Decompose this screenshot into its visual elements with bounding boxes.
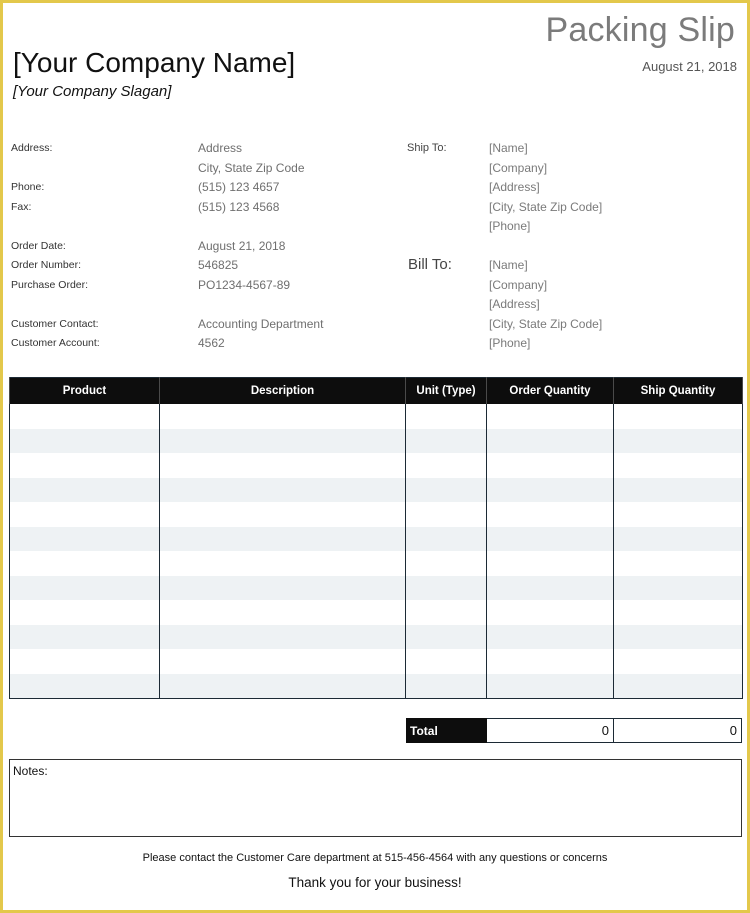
table-row bbox=[10, 600, 743, 625]
unit-cell[interactable] bbox=[406, 600, 487, 625]
ship-quantity-cell[interactable] bbox=[614, 551, 743, 576]
unit-cell[interactable] bbox=[406, 649, 487, 674]
total-ship-quantity: 0 bbox=[614, 718, 742, 743]
table-row bbox=[10, 674, 743, 699]
ship-quantity-column-header: Ship Quantity bbox=[614, 378, 743, 405]
notes-label: Notes: bbox=[13, 764, 48, 778]
notes-box[interactable] bbox=[9, 759, 742, 837]
description-cell[interactable] bbox=[160, 404, 406, 429]
bill-to-label: Bill To: bbox=[408, 256, 452, 273]
ship-to-name: [Name] bbox=[489, 141, 528, 155]
table-row bbox=[10, 502, 743, 527]
unit-cell[interactable] bbox=[406, 625, 487, 650]
ship-quantity-cell[interactable] bbox=[614, 600, 743, 625]
table-row bbox=[10, 478, 743, 503]
company-name: [Your Company Name] bbox=[13, 47, 296, 78]
unit-cell[interactable] bbox=[406, 404, 487, 429]
description-cell[interactable] bbox=[160, 625, 406, 650]
ship-quantity-cell[interactable] bbox=[614, 404, 743, 429]
order-quantity-cell[interactable] bbox=[487, 527, 614, 552]
customer-account-label: Customer Account: bbox=[11, 337, 100, 349]
address-line-1: Address bbox=[198, 141, 243, 155]
description-cell[interactable] bbox=[160, 453, 406, 478]
unit-cell[interactable] bbox=[406, 478, 487, 503]
purchase-order-label: Purchase Order: bbox=[11, 279, 89, 291]
table-row bbox=[10, 453, 743, 478]
product-column-header: Product bbox=[10, 378, 160, 405]
order-quantity-cell[interactable] bbox=[487, 478, 614, 503]
order-number-label: Order Number: bbox=[11, 259, 82, 271]
description-cell[interactable] bbox=[160, 527, 406, 552]
table-row bbox=[10, 551, 743, 576]
total-label: Total bbox=[406, 718, 487, 743]
product-cell[interactable] bbox=[10, 649, 160, 674]
table-row bbox=[10, 404, 743, 429]
customer-contact-value: Accounting Department bbox=[198, 317, 324, 331]
order-quantity-cell[interactable] bbox=[487, 429, 614, 454]
total-order-quantity: 0 bbox=[487, 718, 614, 743]
ship-quantity-cell[interactable] bbox=[614, 649, 743, 674]
fax-value: (515) 123 4568 bbox=[198, 200, 280, 214]
customer-account-value: 4562 bbox=[198, 336, 225, 350]
description-cell[interactable] bbox=[160, 478, 406, 503]
table-row bbox=[10, 649, 743, 674]
unit-cell[interactable] bbox=[406, 502, 487, 527]
product-cell[interactable] bbox=[10, 625, 160, 650]
product-cell[interactable] bbox=[10, 527, 160, 552]
order-quantity-cell[interactable] bbox=[487, 674, 614, 699]
product-cell[interactable] bbox=[10, 478, 160, 503]
unit-cell[interactable] bbox=[406, 576, 487, 601]
order-quantity-cell[interactable] bbox=[487, 404, 614, 429]
product-cell[interactable] bbox=[10, 600, 160, 625]
ship-quantity-cell[interactable] bbox=[614, 478, 743, 503]
order-quantity-cell[interactable] bbox=[487, 625, 614, 650]
unit-cell[interactable] bbox=[406, 674, 487, 699]
bill-to-city: [City, State Zip Code] bbox=[489, 317, 603, 331]
total-row bbox=[406, 718, 742, 743]
description-column-header: Description bbox=[160, 378, 406, 405]
bill-to-address: [Address] bbox=[489, 297, 540, 311]
bill-to-company: [Company] bbox=[489, 278, 548, 292]
table-row bbox=[10, 576, 743, 601]
unit-type-column-header: Unit (Type) bbox=[406, 378, 487, 405]
unit-cell[interactable] bbox=[406, 453, 487, 478]
description-cell[interactable] bbox=[160, 674, 406, 699]
product-cell[interactable] bbox=[10, 576, 160, 601]
order-date-value: August 21, 2018 bbox=[198, 239, 286, 253]
order-quantity-cell[interactable] bbox=[487, 600, 614, 625]
customer-contact-label: Customer Contact: bbox=[11, 318, 99, 330]
ship-to-company: [Company] bbox=[489, 161, 548, 175]
ship-quantity-cell[interactable] bbox=[614, 576, 743, 601]
bill-to-phone: [Phone] bbox=[489, 336, 531, 350]
table-header-row bbox=[10, 378, 743, 405]
description-cell[interactable] bbox=[160, 429, 406, 454]
ship-quantity-cell[interactable] bbox=[614, 674, 743, 699]
description-cell[interactable] bbox=[160, 551, 406, 576]
description-cell[interactable] bbox=[160, 576, 406, 601]
ship-quantity-cell[interactable] bbox=[614, 502, 743, 527]
address-label: Address: bbox=[11, 142, 53, 154]
table-row bbox=[10, 527, 743, 552]
bill-to-name: [Name] bbox=[489, 258, 528, 272]
document-date: August 21, 2018 bbox=[642, 59, 737, 74]
order-quantity-column-header: Order Quantity bbox=[487, 378, 614, 405]
ship-quantity-cell[interactable] bbox=[614, 625, 743, 650]
ship-quantity-cell[interactable] bbox=[614, 527, 743, 552]
address-line-2: City, State Zip Code bbox=[198, 161, 305, 175]
product-cell[interactable] bbox=[10, 453, 160, 478]
order-date-label: Order Date: bbox=[11, 240, 66, 252]
phone-value: (515) 123 4657 bbox=[198, 180, 280, 194]
unit-cell[interactable] bbox=[406, 527, 487, 552]
product-cell[interactable] bbox=[10, 502, 160, 527]
unit-cell[interactable] bbox=[406, 551, 487, 576]
product-cell[interactable] bbox=[10, 404, 160, 429]
ship-quantity-cell[interactable] bbox=[614, 429, 743, 454]
order-quantity-cell[interactable] bbox=[487, 551, 614, 576]
description-cell[interactable] bbox=[160, 600, 406, 625]
thank-you-text: Thank you for your business! bbox=[288, 875, 462, 890]
purchase-order-value: PO1234-4567-89 bbox=[198, 278, 291, 292]
product-cell[interactable] bbox=[10, 674, 160, 699]
order-quantity-cell[interactable] bbox=[487, 576, 614, 601]
company-slogan: [Your Company Slagan] bbox=[13, 83, 172, 100]
ship-to-city: [City, State Zip Code] bbox=[489, 200, 603, 214]
customer-care-contact-text: Please contact the Customer Care department at 515-456-4564 with any questions or concerns bbox=[142, 852, 608, 864]
description-cell[interactable] bbox=[160, 502, 406, 527]
table-row bbox=[10, 429, 743, 454]
ship-to-address: [Address] bbox=[489, 180, 540, 194]
order-quantity-cell[interactable] bbox=[487, 453, 614, 478]
ship-quantity-cell[interactable] bbox=[614, 453, 743, 478]
product-cell[interactable] bbox=[10, 429, 160, 454]
ship-to-label: Ship To: bbox=[407, 142, 447, 154]
document-title: Packing Slip bbox=[545, 11, 735, 49]
items-table bbox=[9, 377, 743, 699]
fax-label: Fax: bbox=[11, 201, 32, 213]
description-cell[interactable] bbox=[160, 649, 406, 674]
order-quantity-cell[interactable] bbox=[487, 649, 614, 674]
order-quantity-cell[interactable] bbox=[487, 502, 614, 527]
ship-to-phone: [Phone] bbox=[489, 219, 531, 233]
phone-label: Phone: bbox=[11, 181, 45, 193]
product-cell[interactable] bbox=[10, 551, 160, 576]
order-number-value: 546825 bbox=[198, 258, 239, 272]
table-row bbox=[10, 625, 743, 650]
unit-cell[interactable] bbox=[406, 429, 487, 454]
